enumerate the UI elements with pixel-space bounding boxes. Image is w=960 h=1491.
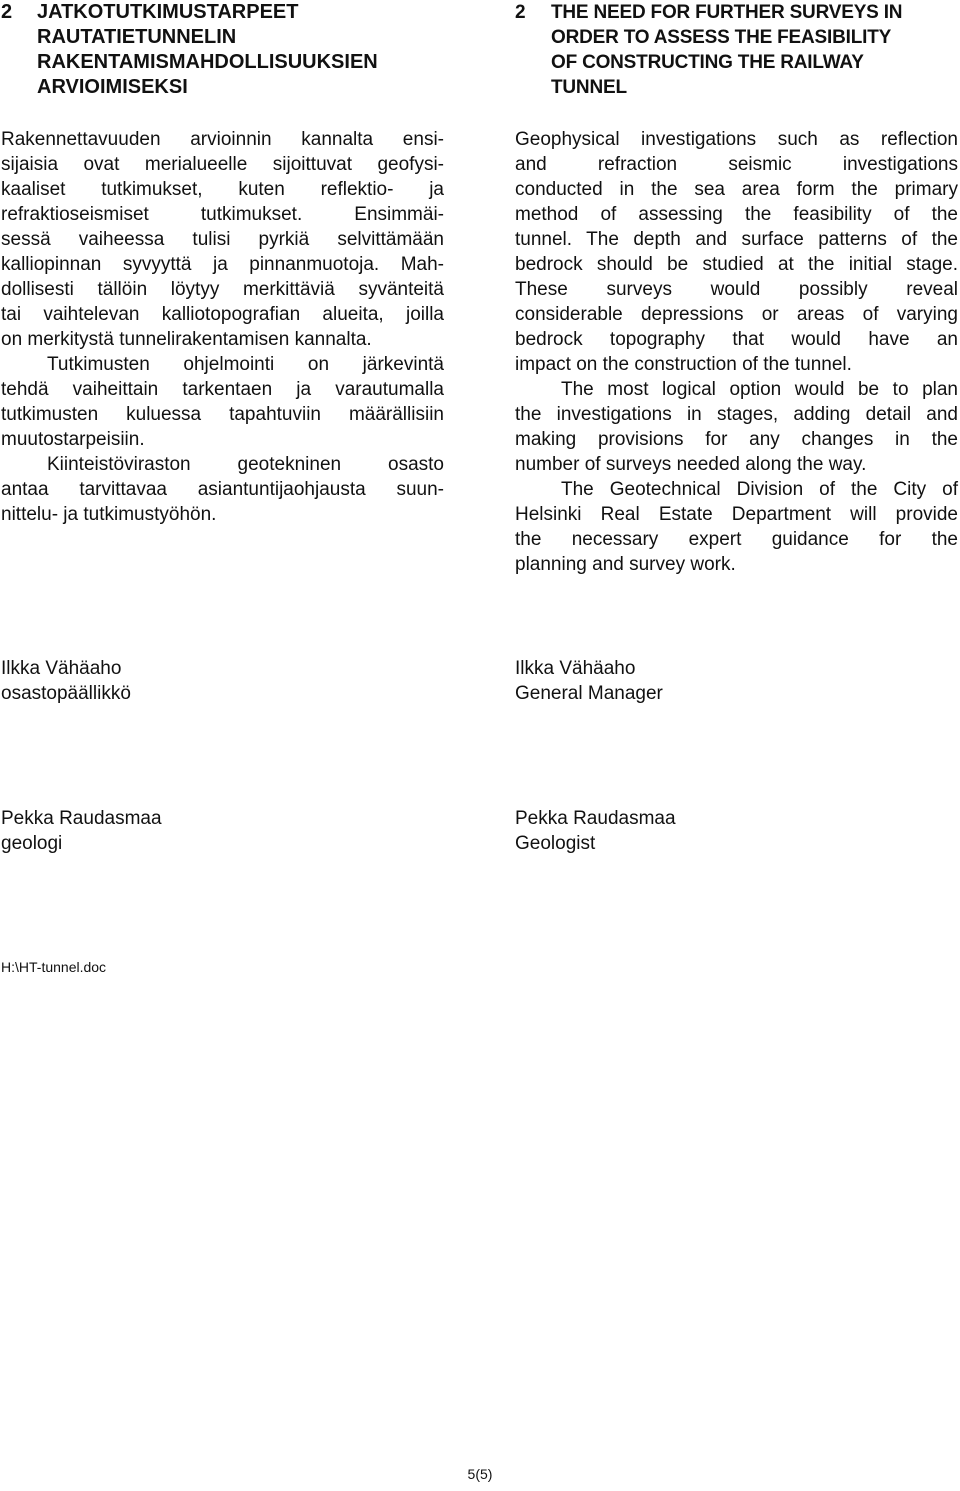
text-line: method of assessing the feasibility of the	[515, 204, 958, 225]
text-line: Kiinteistöviraston geotekninen osasto	[47, 454, 444, 475]
section-title-line: RAUTATIETUNNELIN	[37, 26, 237, 48]
text-line: impact on the construction of the tunnel.	[515, 354, 852, 375]
text-line: making provisions for any changes in the	[515, 429, 958, 450]
signatory-name: Ilkka Vähäaho	[1, 658, 122, 679]
text-line: sijaisia ovat merialueelle sijoittuvat geofysi-	[1, 154, 444, 175]
signatory-name: Pekka Raudasmaa	[515, 808, 676, 829]
text-line: and refraction seismic investigations	[515, 154, 958, 175]
text-line: muutostarpeisiin.	[1, 429, 145, 450]
text-line: antaa tarvittavaa asiantuntijaohjausta suun-	[1, 479, 444, 500]
text-line: tutkimusten kuluessa tapahtuviin määrällisiin	[1, 404, 444, 425]
text-line: tai vaihtelevan kalliotopografian alueita, joilla	[1, 304, 444, 325]
text-line: sessä vaiheessa tulisi pyrkiä selvittämään	[1, 229, 444, 250]
text-line: tunnel. The depth and surface patterns of the	[515, 229, 958, 250]
signature-block-en-2	[515, 806, 676, 856]
text-line: Helsinki Real Estate Department will provide	[515, 504, 958, 525]
section-number: 2	[1, 1, 13, 23]
paragraph	[1, 352, 444, 452]
signatory-name: Pekka Raudasmaa	[1, 808, 162, 829]
section-title-line: THE NEED FOR FURTHER SURVEYS IN	[551, 2, 903, 23]
text-line: nittelu- ja tutkimustyöhön.	[1, 504, 217, 525]
section-heading-finnish	[1, 0, 444, 100]
signatory-title: Geologist	[515, 833, 596, 854]
signatory-title: geologi	[1, 833, 63, 854]
text-line: kaaliset tutkimukset, kuten reflektio- ja	[1, 179, 444, 200]
section-title-line: OF CONSTRUCTING THE RAILWAY	[551, 52, 864, 73]
signature-block-fi-1	[1, 656, 131, 706]
text-line: the necessary expert guidance for the	[515, 529, 958, 550]
section-title-line: RAKENTAMISMAHDOLLISUUKSIEN	[37, 51, 378, 73]
paragraph	[1, 452, 444, 527]
text-line: considerable depressions or areas of varying	[515, 304, 958, 325]
text-line: number of surveys needed along the way.	[515, 454, 867, 475]
text-line: kalliopinnan syvyyttä ja pinnanmuotoja. Mah-	[1, 254, 444, 275]
section-title	[37, 0, 444, 100]
text-line: The most logical option would be to plan	[561, 379, 958, 400]
text-line: on merkitystä tunnelirakentamisen kannalta.	[1, 329, 372, 350]
signatory-name: Ilkka Vähäaho	[515, 658, 636, 679]
body-text-finnish	[1, 127, 444, 527]
english-column	[515, 0, 958, 575]
paragraph	[515, 377, 958, 477]
text-line: conducted in the sea area form the primary	[515, 179, 958, 200]
section-heading-english	[515, 0, 958, 100]
text-line: These surveys would possibly reveal	[515, 279, 958, 300]
text-line: the investigations in stages, adding detail and	[515, 404, 958, 425]
section-title-line: TUNNEL	[551, 77, 627, 98]
paragraph	[1, 127, 444, 352]
finnish-column	[1, 0, 444, 525]
signatory-title: General Manager	[515, 683, 663, 704]
text-line: Rakennettavuuden arvioinnin kannalta ensi-	[1, 129, 444, 150]
text-line: bedrock topography that would have an	[515, 329, 958, 350]
section-title-line: JATKOTUTKIMUSTARPEET	[37, 1, 299, 23]
section-title-line: ARVIOIMISEKSI	[37, 76, 188, 98]
signature-block-en-1	[515, 656, 663, 706]
section-number: 2	[515, 2, 526, 23]
text-line: The Geotechnical Division of the City of	[561, 479, 958, 500]
signature-block-fi-2	[1, 806, 162, 856]
text-line: Geophysical investigations such as reflection	[515, 129, 958, 150]
text-line: Tutkimusten ohjelmointi on järkevintä	[47, 354, 444, 375]
text-line: bedrock should be studied at the initial stage.	[515, 254, 958, 275]
body-text-english	[515, 127, 958, 577]
section-title-line: ORDER TO ASSESS THE FEASIBILITY	[551, 27, 892, 48]
text-line: tehdä vaiheittain tarkentaen ja varautumalla	[1, 379, 444, 400]
page-number: 5(5)	[467, 1466, 493, 1482]
text-line: planning and survey work.	[515, 554, 736, 575]
text-line: dollisesti tällöin löytyy merkittäviä syvänteitä	[1, 279, 444, 300]
signatory-title: osastopäällikkö	[1, 683, 131, 704]
text-line: refraktioseismiset tutkimukset. Ensimmäi-	[1, 204, 444, 225]
paragraph	[515, 127, 958, 377]
file-path: H:\HT-tunnel.doc	[1, 959, 107, 975]
paragraph	[515, 477, 958, 577]
section-title	[551, 0, 958, 100]
